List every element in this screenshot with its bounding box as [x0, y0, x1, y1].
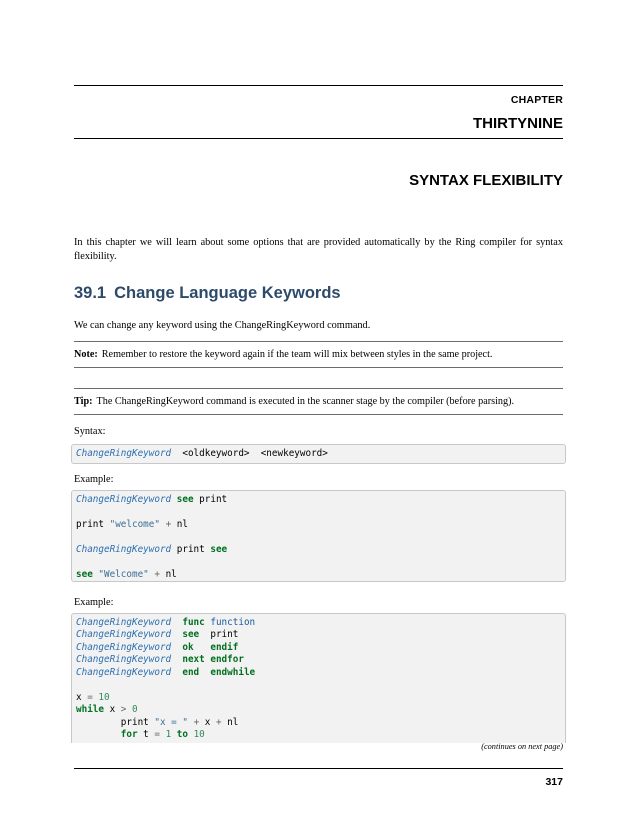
- code-number: 10: [187, 728, 205, 740]
- code-function: ChangeRingKeyword: [76, 629, 172, 641]
- example2-code-block: [71, 613, 566, 743]
- chapter-number: THIRTYNINE: [473, 115, 563, 132]
- tip-label: Tip:: [74, 396, 93, 407]
- code-text: t: [137, 728, 155, 740]
- note-text: Remember to restore the keyword again if the team will mix between styles in the same project.: [101, 349, 493, 360]
- code-args: <oldkeyword> <newkeyword>: [171, 448, 328, 459]
- code-function: ChangeRingKeyword: [76, 448, 172, 459]
- code-operator: =: [81, 691, 99, 703]
- section-number: 39.1: [74, 284, 107, 302]
- code-operator: +: [148, 568, 166, 580]
- code-text: print: [120, 716, 149, 728]
- code-string: "welcome": [109, 518, 160, 530]
- code-operator: =: [154, 728, 160, 740]
- code-keyword: see: [76, 568, 93, 580]
- code-operator: +: [187, 716, 205, 728]
- example1-code-block: [71, 490, 566, 582]
- code-keyword: see: [210, 543, 228, 555]
- chapter-title: SYNTAX FLEXIBILITY: [409, 172, 563, 189]
- code-keyword: next: [182, 654, 205, 666]
- code-keyword: func: [182, 617, 205, 628]
- code-function: ChangeRingKeyword: [76, 543, 172, 555]
- syntax-code-block: [71, 444, 566, 464]
- tip-text: The ChangeRingKeyword command is executed in the scanner stage by the compiler (before parsing).: [96, 396, 515, 407]
- note-box: [74, 341, 563, 368]
- code-function: ChangeRingKeyword: [76, 666, 172, 678]
- chapter-rule: [74, 138, 563, 139]
- code-keyword: see: [176, 494, 194, 505]
- page-number: 317: [545, 776, 563, 788]
- example1-label: Example:: [74, 474, 114, 485]
- section-heading: [74, 284, 341, 303]
- section-title: Change Language Keywords: [114, 284, 341, 302]
- code-string: "Welcome": [92, 568, 149, 580]
- code-keyword: while: [76, 704, 104, 716]
- code-function: ChangeRingKeyword: [76, 641, 172, 653]
- code-text: nl: [165, 568, 177, 580]
- code-text: x: [204, 716, 211, 728]
- continues-note: (continues on next page): [481, 742, 563, 751]
- footer-rule: [74, 768, 563, 769]
- chapter-label: CHAPTER: [510, 94, 563, 106]
- code-keyword: end: [182, 666, 200, 678]
- code-text: x: [76, 691, 82, 703]
- code-text: x: [104, 704, 121, 716]
- intro-paragraph: In this chapter we will learn about some options that are provided automatically by the Ring compiler for syntax flexibility.: [74, 237, 563, 262]
- example2-label: Example:: [74, 597, 114, 608]
- code-operator: +: [210, 716, 228, 728]
- code-number: 10: [98, 691, 110, 703]
- code-text: print: [76, 518, 110, 530]
- code-function: ChangeRingKeyword: [76, 654, 172, 666]
- tip-box: [74, 388, 563, 415]
- code-keyword: to: [176, 728, 188, 740]
- code-number: 1: [159, 728, 177, 740]
- code-keyword: function: [210, 617, 256, 628]
- code-keyword: for: [120, 728, 138, 740]
- code-text: nl: [227, 716, 239, 728]
- code-keyword: endfor: [210, 654, 244, 666]
- code-text: print: [171, 543, 211, 555]
- code-number: 0: [126, 704, 138, 716]
- code-keyword: ok: [182, 641, 194, 653]
- code-function: ChangeRingKeyword: [76, 494, 172, 505]
- code-keyword: endif: [210, 641, 239, 653]
- code-function: ChangeRingKeyword: [76, 617, 172, 628]
- syntax-label: Syntax:: [74, 426, 106, 437]
- code-text: print: [210, 629, 239, 641]
- code-text: nl: [176, 518, 188, 530]
- code-operator: >: [120, 704, 127, 716]
- code-operator: +: [159, 518, 177, 530]
- code-string: "x = ": [148, 716, 188, 728]
- code-keyword: see: [182, 629, 200, 641]
- section-intro: We can change any keyword using the ChangeRingKeyword command.: [74, 320, 371, 331]
- code-text: print: [193, 494, 228, 505]
- code-keyword: endwhile: [210, 666, 256, 678]
- top-rule: [74, 85, 563, 86]
- note-label: Note:: [74, 349, 98, 360]
